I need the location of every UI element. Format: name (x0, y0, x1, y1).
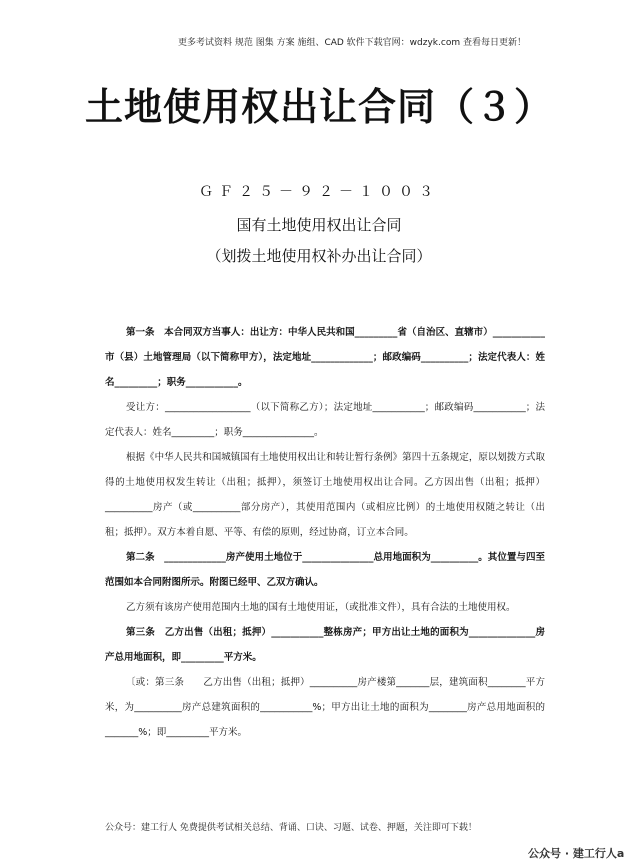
header-note: 更多考试资料 规范 图集 方案 施组、CAD 软件下载官网：wdzyk.com 查看每日更新！ (178, 38, 526, 48)
contract-code: ＧＦ２５－９２－１００３ (199, 184, 439, 200)
article-2-certificate: 乙方须有该房产使用范围内土地的国有土地使用证，（或批准文件），具有合法的土地使用权。 (126, 602, 516, 613)
contract-subtitle: 国有土地使用权出让合同 (236, 216, 402, 234)
watermark-text: 公众号 · 建工行人a (528, 847, 625, 860)
article-1-basis: 根据《中华人民共和国城镇国有土地使用权出让和转让暂行条例》第四十五条规定，原以划拨方式取得的土地使用权发生转让（出租；抵押），须签订土地使用权出让合同。乙方因出售（出租；抵押）__________房产（或__________部分房产），其使用范围内（或相应比例）的土地使用权随之转让（出租；抵押）。双方本着自愿、平等、有偿的原则，经过协商，订立本合同。 (105, 452, 545, 538)
article-1-parties: 第一条 本合同双方当事人：出让方：中华人民共和国_________省（自治区、直辖市）___________市（县）土地管理局（以下简称甲方），法定地址_____________；邮政编码__________；法定代表人：姓名_________；职务___________。 (105, 327, 545, 388)
contract-body (105, 320, 545, 745)
article-2-location: 第二条 _____________房产使用土地位于_______________总用地面积为__________。其位置与四至范围如本合同附图所示。附图已经甲、乙双方确认。 (105, 552, 545, 588)
article-3-alternative: 〔或：第三条 乙方出售（出租；抵押）__________房产楼第_______层，建筑面积________平方米，为__________房产总建筑面积的___________%；甲方出让土地的面积为________房产总用地面积的_______%；即_________平方米。 (105, 677, 545, 738)
contract-subtitle-paren: （划拨土地使用权补办出让合同） (206, 247, 432, 265)
document-title: 土地使用权出让合同（３） (84, 84, 553, 129)
article-1-assignee: 受让方：__________________（以下简称乙方）；法定地址___________；邮政编码___________；法定代表人：姓名_________；职务_______________。 (105, 402, 545, 438)
article-3-area: 第三条 乙方出售（出租；抵押）___________整栋房产；甲方出让土地的面积为______________房产总用地面积，即_________平方米。 (105, 627, 545, 663)
footer-note: 公众号：建工行人 免费提供考试相关总结、背诵、口诀、习题、试卷、押题，关注即可下载！ (105, 823, 477, 833)
